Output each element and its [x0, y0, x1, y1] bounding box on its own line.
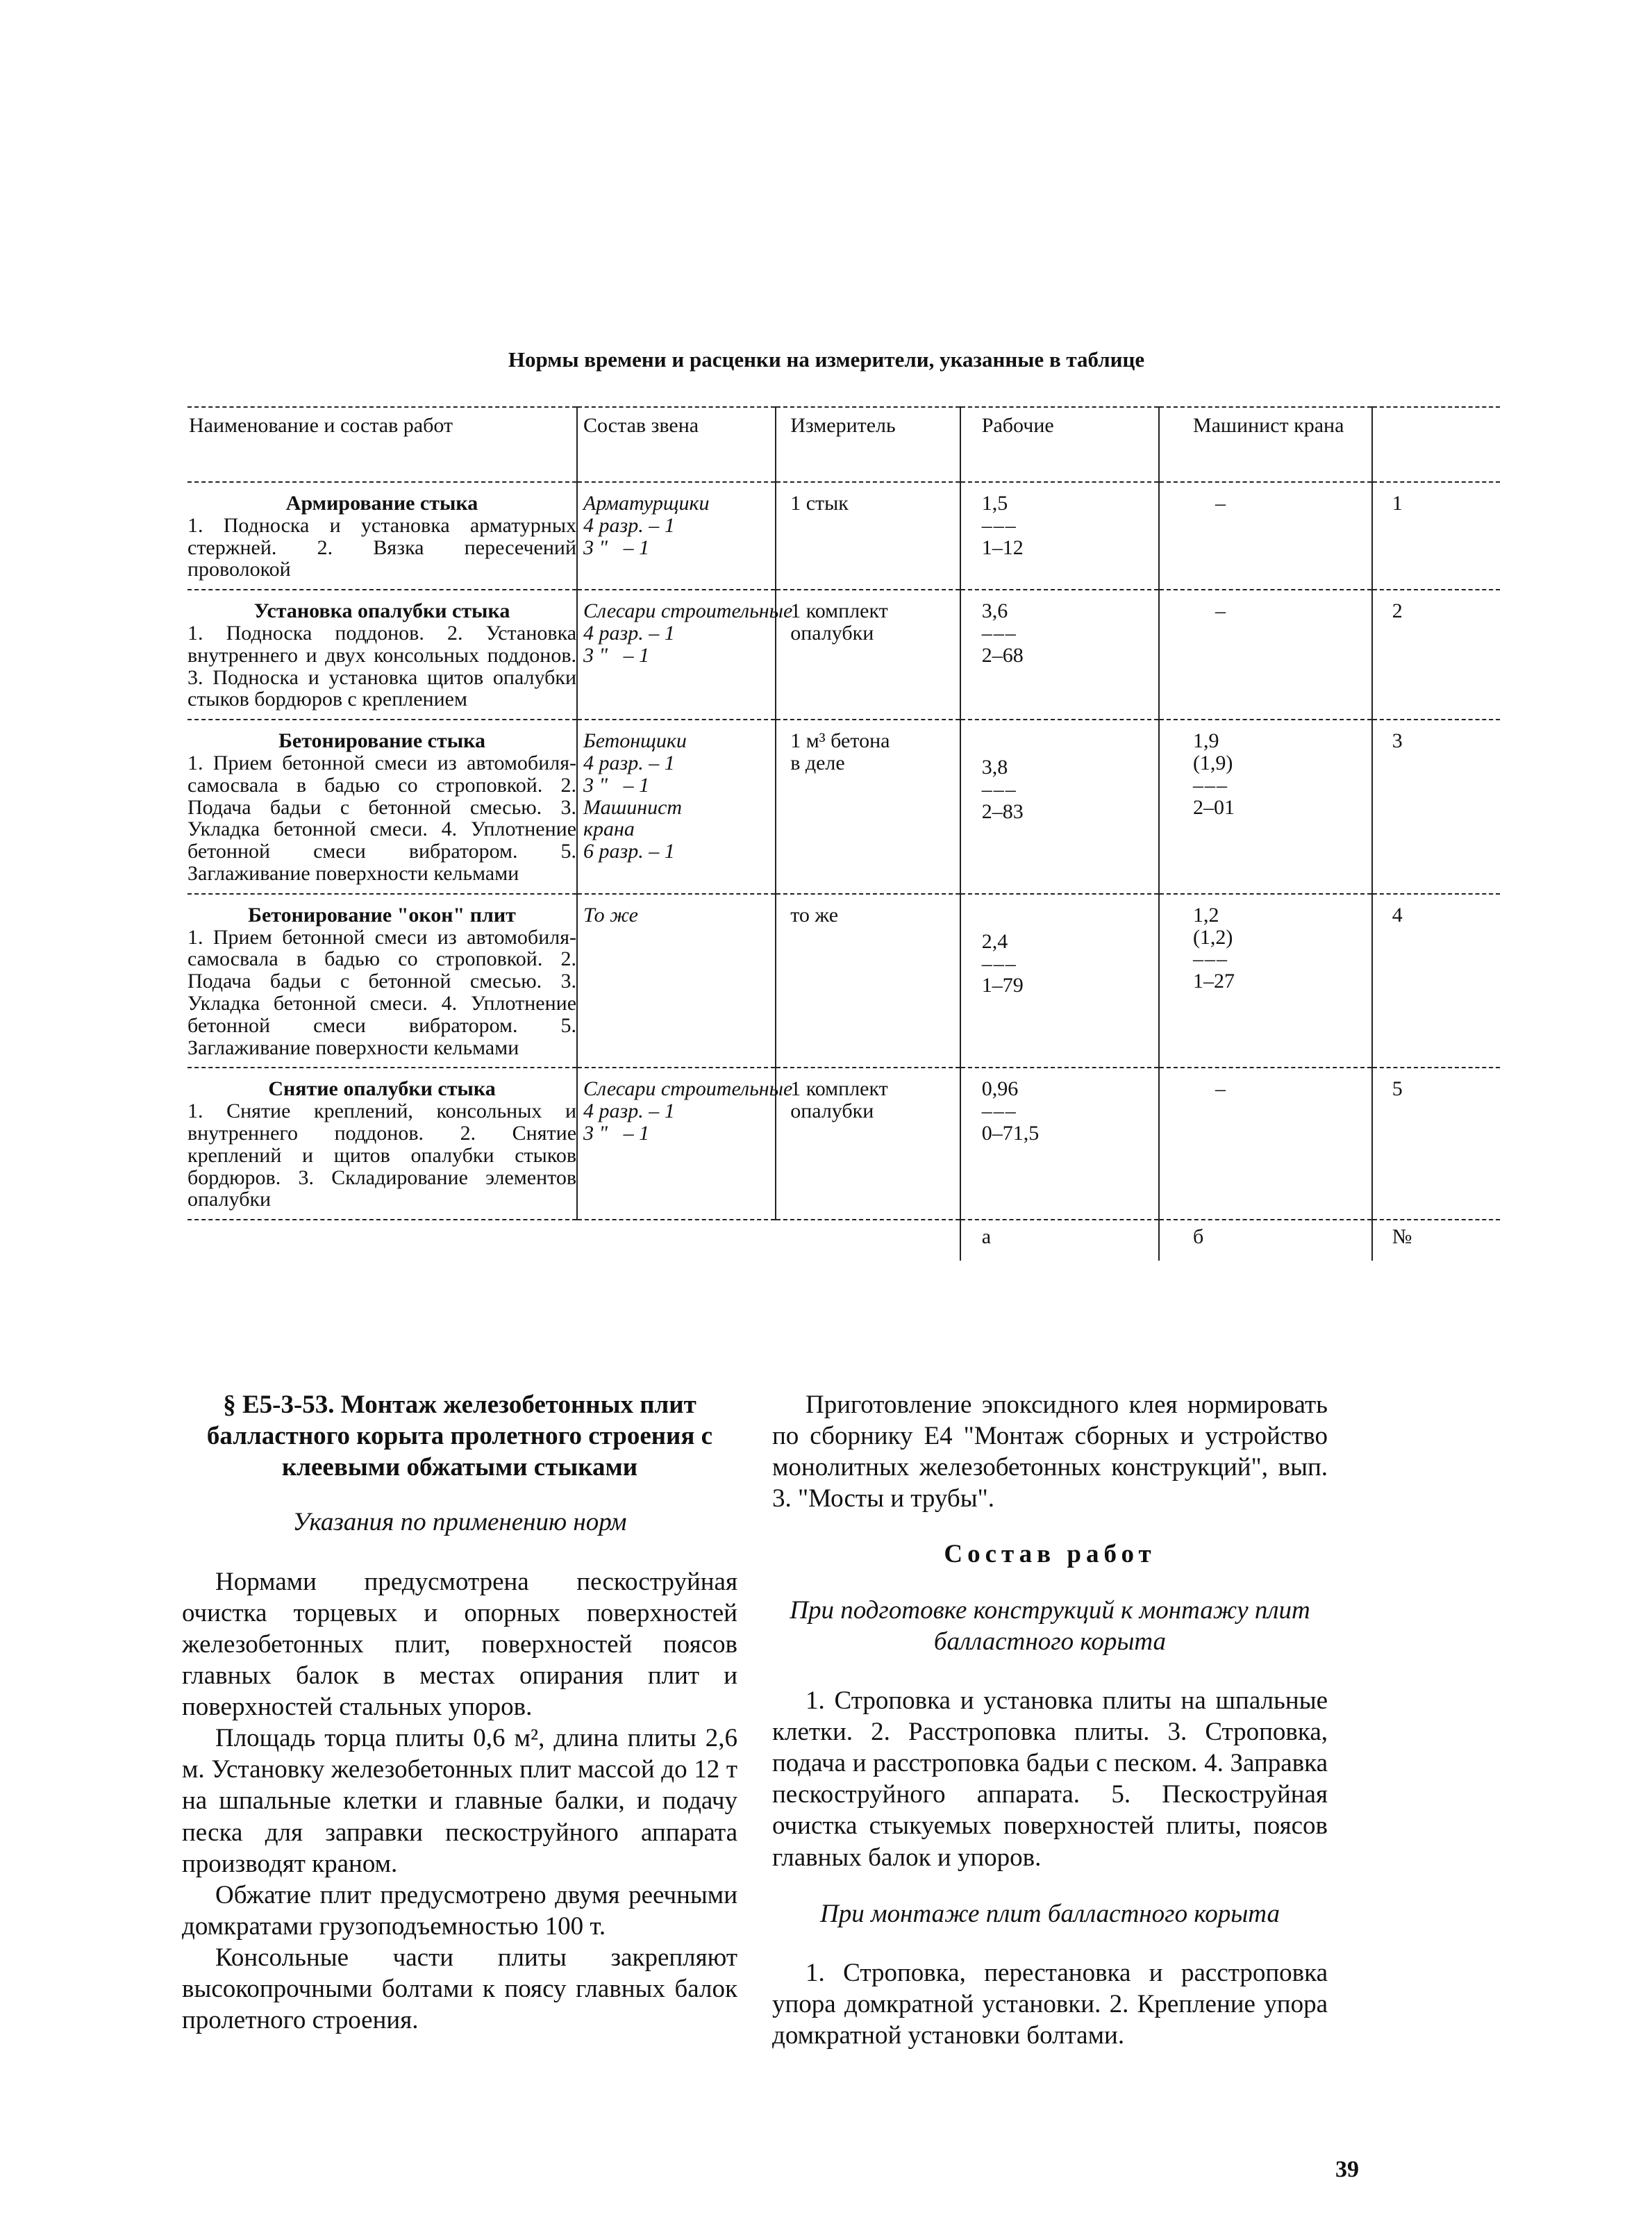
section-heading: § Е5-3-53. Монтаж железобетонных плит балластного корыта пролетного строения с клеевыми обжатыми стыками: [206, 1391, 713, 1482]
instructions-heading: Указания по применению норм: [292, 1508, 627, 1537]
job-name-cell: [187, 482, 577, 590]
fraction-bar: –––: [981, 1099, 1017, 1123]
job-title: Бетонирование стыка: [278, 729, 485, 753]
table-row: [187, 720, 1500, 894]
machinist-rate: 1–27: [1192, 970, 1235, 993]
machinist-time-norm: 1,9: [1192, 729, 1219, 753]
crew-line: 3 " – 1: [583, 1121, 650, 1145]
workers-norm-cell: [960, 590, 1159, 720]
job-description: 1. Прием бетонной смеси из автомобиля-самосвала в бадью со строповкой. 2. Подача бадьи с бетонной смесью. 3. Укладка бетонной смеси. 4. Уплотнение бетонной смеси вибратором. 5. Заглаживание поверхности кельмами: [187, 925, 577, 1059]
crew-cell: [577, 590, 793, 720]
crew-line: крана: [583, 818, 635, 841]
header-measure: Измеритель: [776, 407, 960, 482]
crew-cell: [577, 720, 776, 894]
machinist-alt-norm: (1,2): [1192, 925, 1233, 949]
workers-fraction: [982, 600, 1024, 666]
footer-column-number: №: [1372, 1220, 1500, 1261]
workers-norm-cell: [960, 720, 1159, 894]
fraction-bar: –––: [981, 513, 1017, 537]
machinist-rate: 2–01: [1192, 795, 1235, 819]
workers-fraction: [982, 756, 1024, 822]
left-column: [182, 1389, 737, 2036]
fraction-bar: –––: [1192, 773, 1228, 797]
crew-line: Арматурщики: [583, 492, 710, 515]
row-number: 5: [1372, 1068, 1500, 1220]
measure-line: опалубки: [790, 1099, 874, 1123]
norms-table-body: [187, 482, 1500, 1261]
table-title: Нормы времени и расценки на измерители, указанные в таблице: [508, 347, 1145, 372]
table-footer-row: [187, 1220, 1500, 1261]
work-composition-heading: Состав работ: [944, 1539, 1156, 1568]
machinist-norm-cell: [1159, 894, 1372, 1068]
measure-line: 1 комплект: [790, 1077, 888, 1101]
workers-norm-cell: [960, 1068, 1159, 1220]
footer-blank: [776, 1220, 960, 1261]
workers-rate: 2–83: [981, 799, 1024, 823]
measure-line: 1 комплект: [790, 599, 888, 623]
machinist-norm-cell: [1159, 1068, 1372, 1220]
workers-time-norm: 3,8: [981, 756, 1008, 779]
crew-line: Слесари строительные: [583, 1077, 793, 1101]
header-number: [1372, 407, 1500, 482]
fraction-bar: –––: [981, 777, 1017, 801]
job-title: Армирование стыка: [285, 492, 478, 515]
workers-rate: 1–12: [981, 536, 1024, 559]
crew-line: 4 разр. – 1: [583, 751, 675, 774]
header-crew: Состав звена: [577, 407, 776, 482]
crew-line: 3 " – 1: [583, 536, 650, 559]
left-paragraph: Обжатие плит предусмотрено двумя реечными домкратами грузоподъемностью 100 т.: [182, 1880, 737, 1941]
workers-fraction: [982, 931, 1024, 997]
measure-line: 1 м³ бетона: [790, 729, 890, 753]
workers-norm-cell: [960, 894, 1159, 1068]
empty-dash: –: [1215, 599, 1226, 623]
measure-cell: [776, 590, 960, 720]
job-description: 1. Подноска поддонов. 2. Установка внутреннего и двух консольных поддонов. 3. Подноска и установка щитов опалубки стыков бордюров с креплением: [187, 621, 577, 711]
workers-rate: 2–68: [981, 643, 1024, 667]
mounting-heading: При монтаже плит балластного корыта: [820, 1899, 1280, 1928]
job-title: Бетонирование "окон" плит: [248, 903, 516, 927]
footer-blank: [577, 1220, 776, 1261]
crew-line: Машинист: [583, 795, 683, 819]
footer-column-b: б: [1159, 1220, 1372, 1261]
crew-line: Бетонщики: [583, 729, 687, 753]
job-title: Установка опалубки стыка: [253, 599, 510, 623]
right-intro-paragraph: Приготовление эпоксидного клея нормировать по сборнику Е4 "Монтаж сборных и устройство монолитных железобетонных конструкций", вып. 3. "Мосты и трубы".: [772, 1391, 1328, 1513]
table-header-row: [187, 407, 1500, 482]
header-name: Наименование и состав работ: [187, 407, 577, 482]
header-workers: Рабочие: [960, 407, 1159, 482]
job-description: 1. Подноска и установка арматурных стержней. 2. Вязка пересечений проволокой: [187, 513, 577, 581]
empty-dash: –: [1215, 492, 1226, 515]
job-description: 1. Прием бетонной смеси из автомобиля-самосвала в бадью со строповкой. 2. Подача бадьи с бетонной смесью. 3. Укладка бетонной смеси. 4. Уплотнение бетонной смеси вибратором. 5. Заглаживание поверхности кельмами: [187, 751, 577, 885]
measure-line: опалубки: [790, 621, 874, 645]
crew-line: 4 разр. – 1: [583, 513, 675, 537]
crew-cell: [577, 894, 776, 1068]
crew-line: 3 " – 1: [583, 773, 650, 797]
workers-rate: 1–79: [981, 974, 1024, 997]
machinist-fraction: [1193, 730, 1235, 818]
fraction-bar: –––: [981, 621, 1017, 645]
workers-time-norm: 1,5: [981, 492, 1008, 515]
table-row: [187, 590, 1500, 720]
workers-time-norm: 2,4: [981, 929, 1008, 953]
crew-line: То же: [583, 903, 638, 927]
footer-column-a: а: [960, 1220, 1159, 1261]
job-name-cell: [187, 894, 577, 1068]
left-paragraph: Нормами предусмотрена пескоструйная очистка торцевых и опорных поверхностей железобетонных плит, поверхностей поясов главных балок в местах опирания плит и поверхностей стальных упоров.: [182, 1567, 737, 1721]
table-row: [187, 482, 1500, 590]
preparation-heading: При подготовке конструкций к монтажу плит балластного корыта: [790, 1595, 1310, 1656]
workers-fraction: [982, 1078, 1040, 1144]
workers-rate: 0–71,5: [981, 1121, 1040, 1145]
machinist-norm-cell: [1159, 590, 1372, 720]
left-paragraph: Площадь торца плиты 0,6 м², длина плиты 2,6 м. Установку железобетонных плит массой до 12 т на шпальные клетки и главные балки, и подачу песка для заправки пескоструйного аппарата производят краном.: [182, 1724, 737, 1878]
crew-line: 3 " – 1: [583, 643, 650, 667]
table-row: [187, 1068, 1500, 1220]
mounting-text: 1. Строповка, перестановка и расстроповка упора домкратной установки. 2. Крепление упора домкратной установки болтами.: [772, 1958, 1328, 2050]
crew-line: 6 разр. – 1: [583, 840, 675, 863]
footer-blank: [187, 1220, 577, 1261]
norms-table: [187, 406, 1500, 1261]
right-column: [772, 1389, 1328, 2051]
workers-time-norm: 3,6: [981, 599, 1008, 623]
page-number: 39: [1335, 2157, 1359, 2182]
workers-time-norm: 0,96: [981, 1077, 1019, 1101]
measure-line: 1 стык: [790, 492, 849, 515]
measure-cell: [776, 1068, 960, 1220]
job-name-cell: [187, 1068, 577, 1220]
machinist-norm-cell: [1159, 482, 1372, 590]
measure-cell: [776, 482, 960, 590]
job-description: 1. Снятие креплений, консольных и внутреннего поддонов. 2. Снятие креплений и щитов опалубки стыков бордюров. 3. Складирование элементов опалубки: [187, 1099, 577, 1211]
left-paragraph: Консольные части плиты закрепляют высокопрочными болтами к поясу главных балок пролетного строения.: [182, 1943, 737, 2035]
machinist-time-norm: 1,2: [1192, 903, 1219, 927]
measure-line: в деле: [790, 751, 845, 774]
machinist-norm-cell: [1159, 720, 1372, 894]
table-row: [187, 894, 1500, 1068]
measure-line: то же: [790, 903, 839, 927]
crew-cell: [577, 482, 776, 590]
fraction-bar: –––: [1192, 947, 1228, 971]
row-number: 3: [1372, 720, 1500, 894]
job-name-cell: [187, 590, 577, 720]
machinist-alt-norm: (1,9): [1192, 751, 1233, 774]
crew-cell: [577, 1068, 793, 1220]
row-number: 1: [1372, 482, 1500, 590]
crew-line: Слесари строительные: [583, 599, 793, 623]
header-machinist: Машинист крана: [1159, 407, 1372, 482]
job-name-cell: [187, 720, 577, 894]
crew-line: 4 разр. – 1: [583, 621, 675, 645]
preparation-text: 1. Строповка и установка плиты на шпальные клетки. 2. Расстроповка плиты. 3. Строповка, подача и расстроповка бадьи с песком. 4. Заправка пескоструйного аппарата. 5. Пескоструйная очистка стыкуемых поверхностей плиты, поясов главных балок и упоров.: [772, 1686, 1328, 1872]
workers-norm-cell: [960, 482, 1159, 590]
empty-dash: –: [1215, 1077, 1226, 1101]
row-number: 2: [1372, 590, 1500, 720]
measure-cell: [776, 894, 960, 1068]
measure-cell: [776, 720, 960, 894]
fraction-bar: –––: [981, 952, 1017, 975]
job-title: Снятие опалубки стыка: [268, 1077, 496, 1101]
crew-line: 4 разр. – 1: [583, 1099, 675, 1123]
machinist-fraction: [1193, 904, 1235, 993]
workers-fraction: [982, 492, 1024, 558]
row-number: 4: [1372, 894, 1500, 1068]
